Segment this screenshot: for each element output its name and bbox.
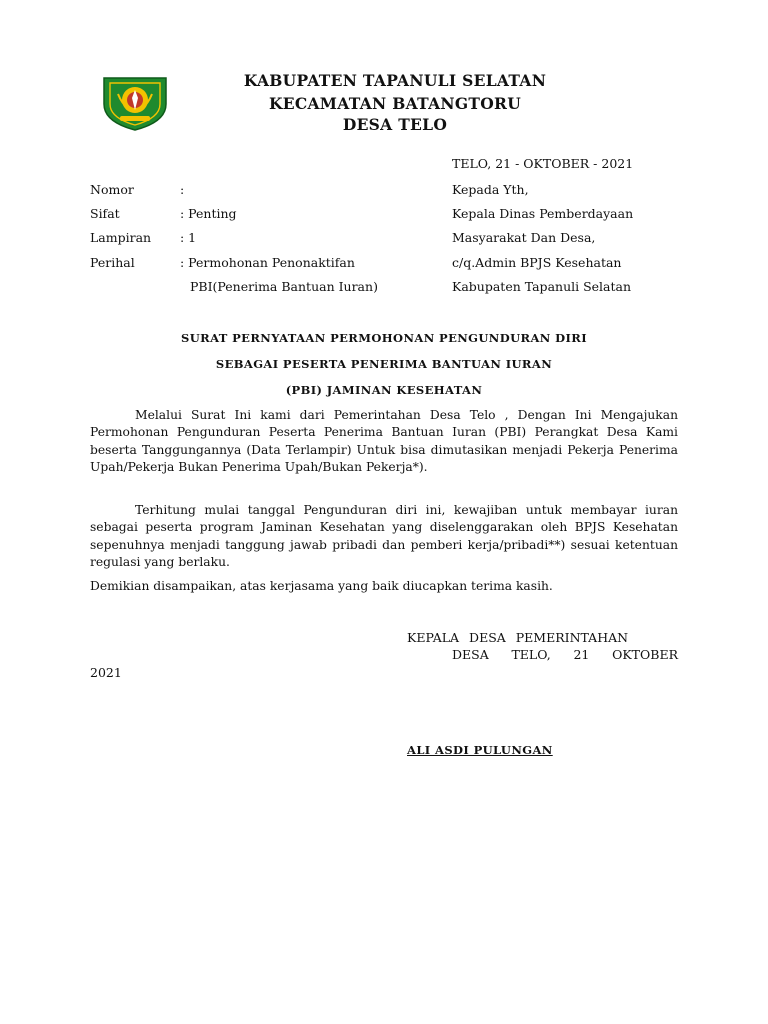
recipient-line5: Kabupaten Tapanuli Selatan [452, 279, 632, 294]
signatory-name: ALI ASDI PULUNGAN [407, 743, 553, 757]
body-paragraph-3: Demikian disampaikan, atas kerjasama yang baik diucapkan terima kasih. [90, 579, 553, 593]
perihal-value-line1: : Permohonan Penonaktifan [180, 255, 355, 270]
lampiran-value: : 1 [180, 230, 197, 245]
sifat-value: : Penting [180, 206, 237, 221]
recipient-line2: Kepala Dinas Pemberdayaan [452, 206, 634, 221]
header-village: DESA TELO [342, 115, 448, 134]
header-regency: KABUPATEN TAPANULI SELATAN [243, 71, 547, 90]
perihal-label: Perihal [90, 255, 135, 270]
statement-title-line1: SURAT PERNYATAAN PERMOHONAN PENGUNDURAN DIRI [180, 331, 587, 345]
letter-date: TELO, 21 - OKTOBER - 2021 [452, 156, 634, 171]
recipient-line4: c/q.Admin BPJS Kesehatan [452, 255, 622, 270]
body-paragraph-1: Melalui Surat Ini kami dari Pemerintahan Desa Telo , Dengan Ini Mengajukan Permohonan Pengunduran Peserta Penerima Bantuan Iuran (PBI) Perangkat Desa Kami beserta Tanggungannya (Data Terlampir) Untuk bisa dimutasikan menjadi Pekerja Penerima Upah/Pekerja Bukan Penerima Upah/Bukan Pekerja*). [90, 408, 678, 475]
nomor-label: Nomor [90, 182, 134, 197]
closing-year: 2021 [90, 665, 122, 680]
lampiran-label: Lampiran [90, 230, 152, 245]
sifat-label: Sifat [90, 206, 120, 221]
nomor-value: : [180, 182, 185, 197]
header-district: KECAMATAN BATANGTORU [268, 94, 522, 113]
perihal-value-line2: PBI(Penerima Bantuan Iuran) [190, 279, 378, 294]
closing-place-date: DESA TELO, 21 OKTOBER [452, 647, 678, 662]
recipient-line1: Kepada Yth, [452, 182, 529, 197]
statement-title-line3: (PBI) JAMINAN KESEHATAN [285, 383, 483, 397]
statement-title-line2: SEBAGAI PESERTA PENERIMA BANTUAN IURAN [215, 357, 553, 371]
recipient-line3: Masyarakat Dan Desa, [452, 230, 596, 245]
closing-title: KEPALA DESA PEMERINTAHAN [407, 630, 629, 645]
body-paragraph-2: Terhitung mulai tanggal Pengunduran diri ini, kewajiban untuk membayar iuran sebagai peserta program Jaminan Kesehatan yang diselenggarakan oleh BPJS Kesehatan sepenuhnya menjadi tanggung jawab pribadi dan pemberi kerja/pribadi**) sesuai ketentuan regulasi yang berlaku. [90, 503, 678, 570]
